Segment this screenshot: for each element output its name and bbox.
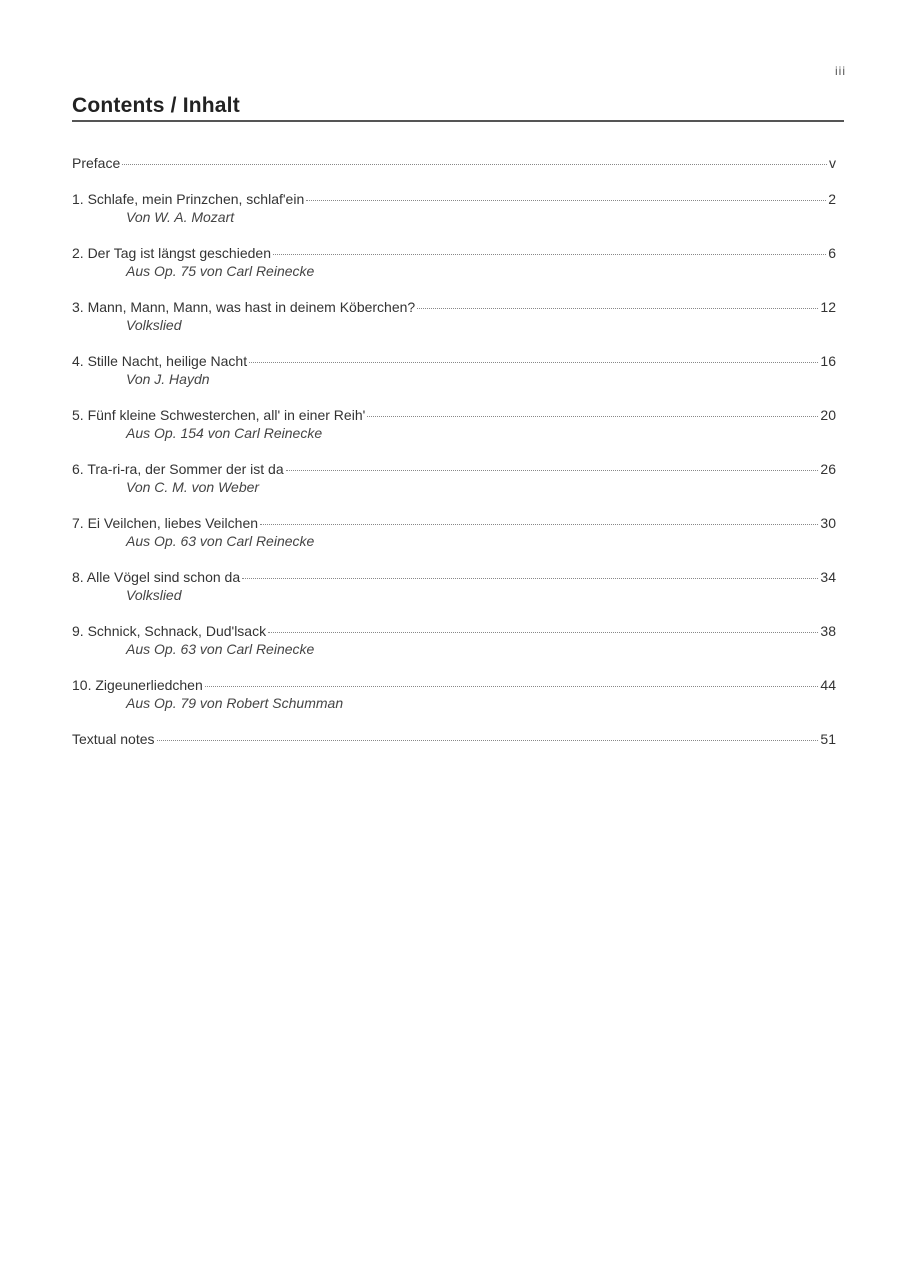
page-title: Contents / Inhalt xyxy=(72,94,240,117)
toc-line xyxy=(72,460,836,478)
dot-leader xyxy=(273,254,826,255)
toc-entry-song-1[interactable] xyxy=(72,190,836,226)
toc-entry-page: 6 xyxy=(828,245,836,261)
dot-leader xyxy=(306,200,826,201)
dot-leader xyxy=(249,362,818,363)
toc-entry-label: 2. Der Tag ist längst geschieden xyxy=(72,245,271,261)
dot-leader xyxy=(242,578,818,579)
toc-entry-page: 44 xyxy=(820,677,836,693)
toc-entry-song-8[interactable] xyxy=(72,568,836,604)
dot-leader xyxy=(417,308,818,309)
toc-entry-label: 1. Schlafe, mein Prinzchen, schlaf'ein xyxy=(72,191,305,207)
toc-line xyxy=(72,622,836,640)
toc-line xyxy=(72,406,836,424)
dot-leader xyxy=(157,740,819,741)
toc-entry-page: v xyxy=(829,155,836,171)
toc-entry-composer: Aus Op. 75 von Carl Reinecke xyxy=(126,263,315,279)
toc-line xyxy=(72,568,836,586)
title-divider xyxy=(72,120,844,122)
toc-entry-song-5[interactable] xyxy=(72,406,836,442)
toc-entry-preface[interactable] xyxy=(72,154,836,172)
toc-line xyxy=(72,730,836,748)
toc-entry-composer: Aus Op. 63 von Carl Reinecke xyxy=(126,641,315,657)
toc-entry-composer: Von J. Haydn xyxy=(126,371,210,387)
toc-entry-page: 38 xyxy=(820,623,836,639)
toc-entry-page: 12 xyxy=(820,299,836,315)
toc-entry-page: 34 xyxy=(820,569,836,585)
toc-entry-label: Preface xyxy=(72,155,121,171)
toc-entry-composer: Aus Op. 154 von Carl Reinecke xyxy=(126,425,323,441)
toc-entry-composer: Volkslied xyxy=(126,317,182,333)
toc-line xyxy=(72,190,836,208)
page-number: iii xyxy=(835,64,846,78)
toc-line xyxy=(72,154,836,172)
toc-entry-song-7[interactable] xyxy=(72,514,836,550)
toc-entry-label: 3. Mann, Mann, Mann, was hast in deinem Köberchen? xyxy=(72,299,416,315)
toc-entry-page: 30 xyxy=(820,515,836,531)
toc-entry-song-10[interactable] xyxy=(72,676,836,712)
toc-line xyxy=(72,244,836,262)
toc-entry-song-9[interactable] xyxy=(72,622,836,658)
toc-entry-label: 4. Stille Nacht, heilige Nacht xyxy=(72,353,248,369)
dot-leader xyxy=(268,632,818,633)
toc-entry-page: 2 xyxy=(828,191,836,207)
toc-entry-song-6[interactable] xyxy=(72,460,836,496)
dot-leader xyxy=(286,470,819,471)
toc-entry-page: 26 xyxy=(820,461,836,477)
toc-line xyxy=(72,298,836,316)
toc-entry-label: 8. Alle Vögel sind schon da xyxy=(72,569,241,585)
toc-line xyxy=(72,514,836,532)
toc-line xyxy=(72,676,836,694)
toc-entry-label: 9. Schnick, Schnack, Dud'lsack xyxy=(72,623,267,639)
toc-entry-song-2[interactable] xyxy=(72,244,836,280)
toc-entry-label: 5. Fünf kleine Schwesterchen, all' in einer Reih' xyxy=(72,407,366,423)
toc-entry-song-3[interactable] xyxy=(72,298,836,334)
toc-entry-label: Textual notes xyxy=(72,731,155,747)
dot-leader xyxy=(205,686,819,687)
dot-leader xyxy=(367,416,818,417)
table-of-contents xyxy=(72,154,836,748)
toc-entry-composer: Aus Op. 79 von Robert Schumman xyxy=(126,695,344,711)
dot-leader xyxy=(260,524,818,525)
toc-entry-page: 51 xyxy=(820,731,836,747)
toc-entry-page: 16 xyxy=(820,353,836,369)
dot-leader xyxy=(122,164,827,165)
toc-entry-label: 6. Tra-ri-ra, der Sommer der ist da xyxy=(72,461,284,477)
toc-entry-label: 7. Ei Veilchen, liebes Veilchen xyxy=(72,515,259,531)
toc-entry-textual-notes[interactable] xyxy=(72,730,836,748)
toc-entry-label: 10. Zigeunerliedchen xyxy=(72,677,203,693)
toc-entry-page: 20 xyxy=(820,407,836,423)
toc-entry-song-4[interactable] xyxy=(72,352,836,388)
toc-line xyxy=(72,352,836,370)
toc-entry-composer: Von C. M. von Weber xyxy=(126,479,260,495)
toc-entry-composer: Von W. A. Mozart xyxy=(126,209,235,225)
toc-entry-composer: Volkslied xyxy=(126,587,182,603)
toc-entry-composer: Aus Op. 63 von Carl Reinecke xyxy=(126,533,315,549)
